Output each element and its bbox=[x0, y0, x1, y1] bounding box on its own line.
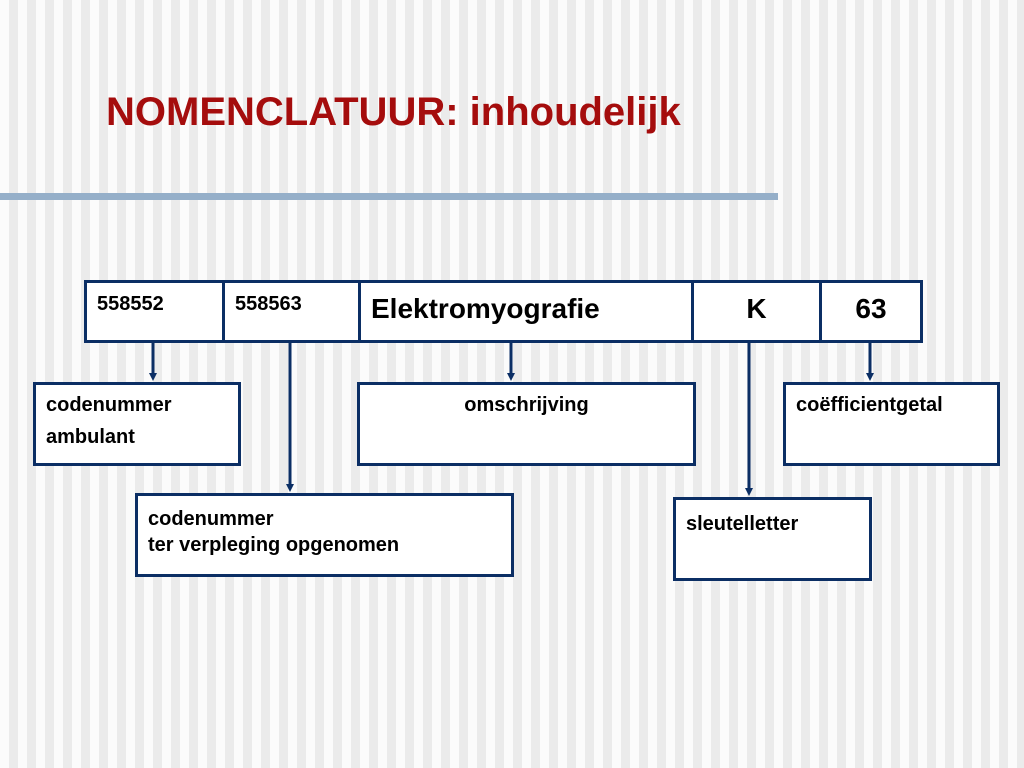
label-box-description bbox=[357, 382, 696, 466]
label-box-key-letter bbox=[673, 497, 872, 581]
code-cell-coefficient: 63 bbox=[819, 280, 923, 343]
slide-title: NOMENCLATUUR: inhoudelijk bbox=[106, 90, 681, 134]
label-box-coefficient bbox=[783, 382, 1000, 466]
label-key-letter: sleutelletter bbox=[686, 513, 799, 535]
code-cell-hospital: 558563 bbox=[222, 280, 358, 343]
label-ambulant-line1: codenummer bbox=[46, 394, 172, 416]
code-cell-ambulant: 558552 bbox=[84, 280, 222, 343]
code-cell-key-letter: K bbox=[691, 280, 819, 343]
label-hospital-line1: codenummer bbox=[148, 508, 274, 530]
label-hospital-line2: ter verpleging opgenomen bbox=[148, 534, 400, 556]
label-coefficient: coëfficientgetal bbox=[796, 394, 943, 416]
code-cell-description: Elektromyografie bbox=[358, 280, 691, 343]
label-box-ambulant bbox=[33, 382, 241, 466]
title-divider bbox=[0, 193, 778, 200]
label-description: omschrijving bbox=[464, 394, 589, 416]
label-ambulant-line2: ambulant bbox=[46, 426, 135, 448]
label-box-hospital bbox=[135, 493, 514, 577]
